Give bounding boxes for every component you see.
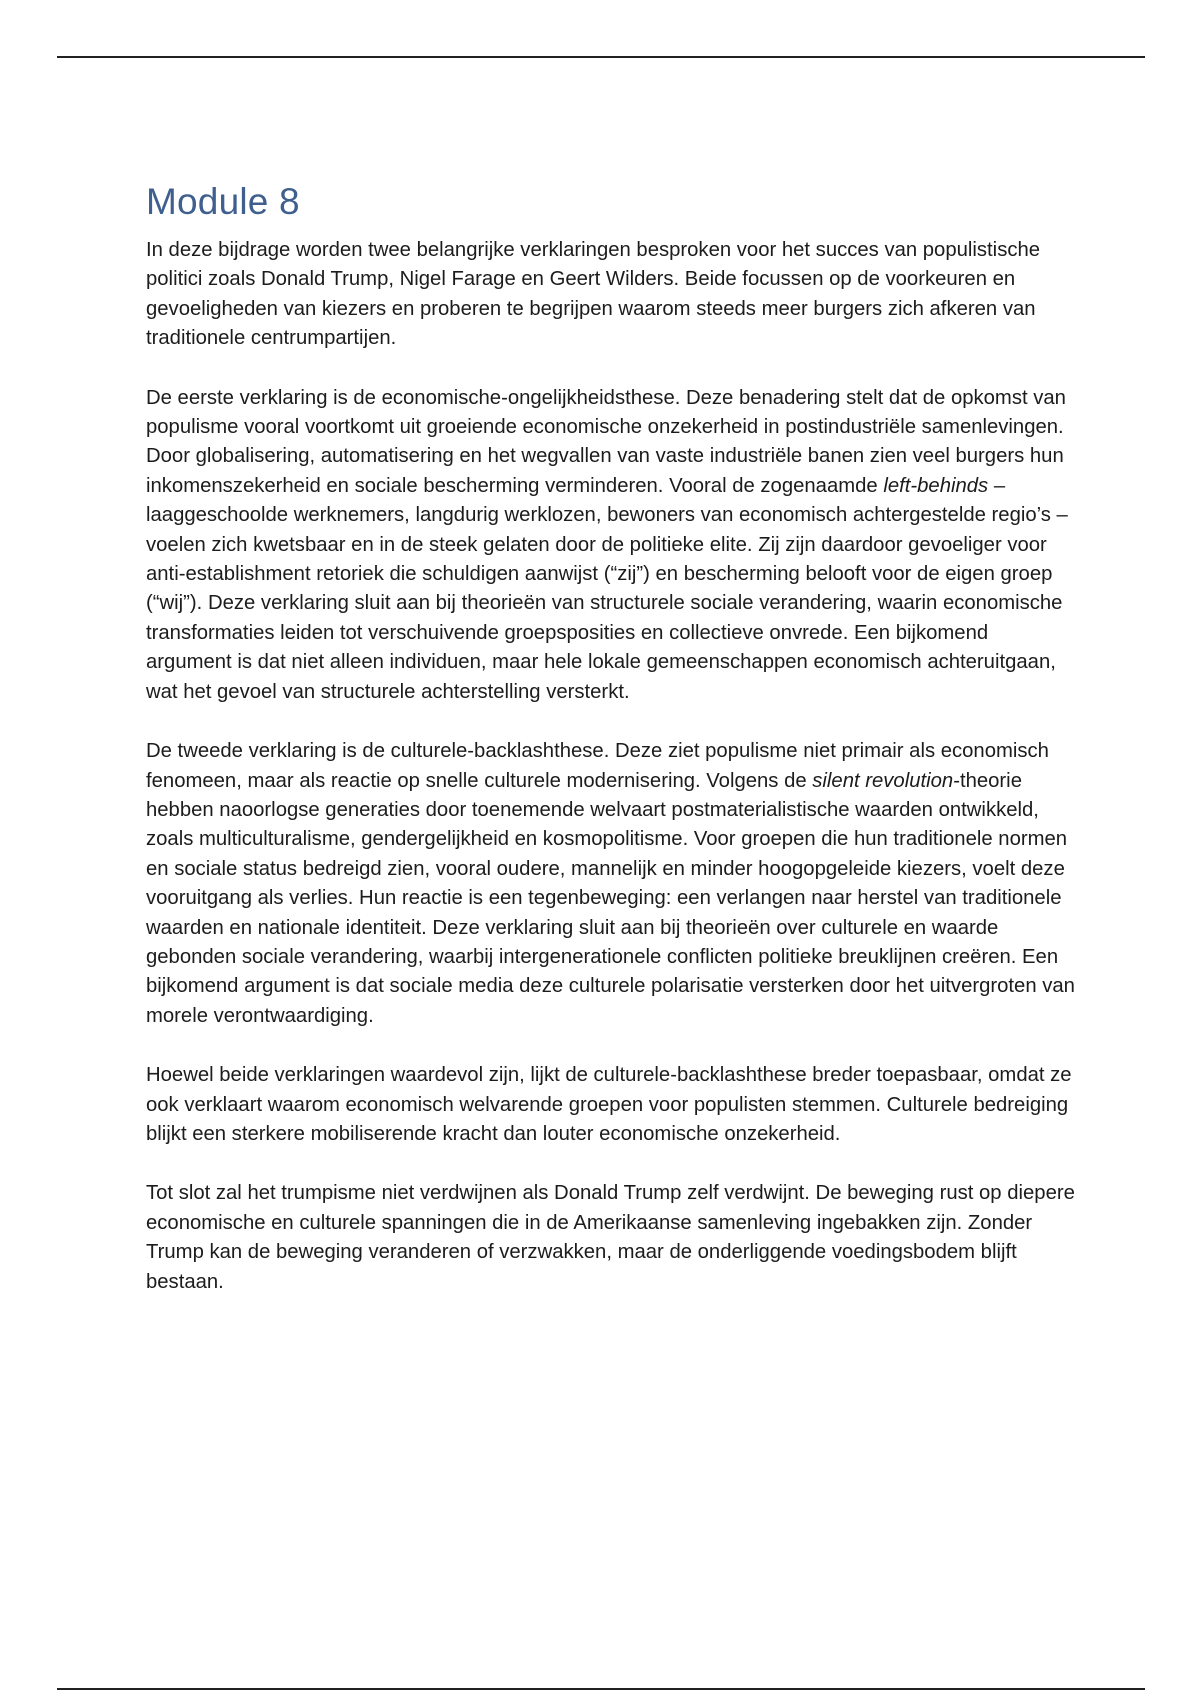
paragraph-intro-text: In deze bijdrage worden twee belangrijke verklaringen besproken voor het succes van populistische politici zoals Donald Trump, Nigel Farage en Geert Wilders. Beide focussen op de voorkeuren en gevoeligheden van kiezers en proberen te begrijpen waarom steeds meer burgers zich afkeren van traditionele centrumpartijen. bbox=[146, 239, 1041, 350]
term-silent-revolution: silent revolution bbox=[812, 769, 954, 792]
document-body bbox=[146, 178, 1076, 1327]
paragraph-economic-text-a: De eerste verklaring is de economische-ongelijkheidsthese. Deze benadering stelt dat de opkomst van populisme vooral voortkomt uit groeiende economische onzekerheid in postindustriële samenlevingen. Door globalisering, automatisering en het wegvallen van vaste industriële banen zien veel burgers hun inkomenszekerheid en sociale bescherming verminderen. Vooral de zogenaamde bbox=[146, 386, 1066, 497]
paragraph-conclusion-text: Tot slot zal het trumpisme niet verdwijnen als Donald Trump zelf verdwijnt. De beweging rust op diepere economische en culturele spanningen die in de Amerikaanse samenleving ingebakken zijn. Zonder Trump kan de beweging veranderen of verzwakken, maar de onderliggende voedingsbodem blijft bestaan. bbox=[146, 1182, 1075, 1293]
paragraph-conclusion bbox=[146, 1179, 1076, 1297]
paragraph-cultural-text-b: -theorie hebben naoorlogse generaties door toenemende welvaart postmaterialistische waarden ontwikkeld, zoals multiculturalisme, gendergelijkheid en kosmopolitisme. Voor groepen die hun traditionele normen en sociale status bedreigd zien, vooral oudere, mannelijk en minder hoogopgeleide kiezers, voelt deze vooruitgang als verlies. Hun reactie is een tegenbeweging: een verlangen naar herstel van traditionele waarden en nationale identiteit. Deze verklaring sluit aan bij theorieën over culturele en waarde gebonden sociale verandering, waarbij intergenerationele conflicten politieke breuklijnen creëren. Een bijkomend argument is dat sociale media deze culturele polarisatie versterken door het uitvergroten van morele verontwaardiging. bbox=[146, 769, 1075, 1027]
term-left-behinds: left-behinds bbox=[883, 474, 989, 497]
paragraph-comparison-text: Hoewel beide verklaringen waardevol zijn, lijkt de culturele-backlashthese breder toepasbaar, omdat ze ook verklaart waarom economisch welvarende groepen voor populisten stemmen. Culturele bedreiging blijkt een sterkere mobiliserende kracht dan louter economische onzekerheid. bbox=[146, 1064, 1072, 1145]
paragraph-intro bbox=[146, 236, 1076, 354]
paragraph-economic-text-b: – laaggeschoolde werknemers, langdurig werklozen, bewoners van economisch achtergestelde regio’s – voelen zich kwetsbaar en in de steek gelaten door de politieke elite. Zij zijn daardoor gevoeliger voor anti-establishment retoriek die schuldigen aanwijst (“zij”) en bescherming belooft voor de eigen groep (“wij”). Deze verklaring sluit aan bij theorieën van structurele sociale verandering, waarin economische transformaties leiden tot verschuivende groepsposities en collectieve onvrede. Een bijkomend argument is dat niet alleen individuen, maar hele lokale gemeenschappen economisch achteruitgaan, wat het gevoel van structurele achterstelling versterkt. bbox=[146, 474, 1068, 703]
paragraph-comparison bbox=[146, 1061, 1076, 1149]
paragraph-cultural-text-a: De tweede verklaring is de culturele-backlashthese. Deze ziet populisme niet primair als economisch fenomeen, maar als reactie op snelle culturele modernisering. Volgens de bbox=[146, 740, 1049, 792]
paragraph-cultural-thesis bbox=[146, 737, 1076, 1031]
page-title: Module 8 bbox=[146, 181, 300, 222]
paragraph-economic-thesis bbox=[146, 384, 1076, 707]
header-rule bbox=[57, 56, 1145, 58]
footer-rule bbox=[57, 1688, 1145, 1690]
